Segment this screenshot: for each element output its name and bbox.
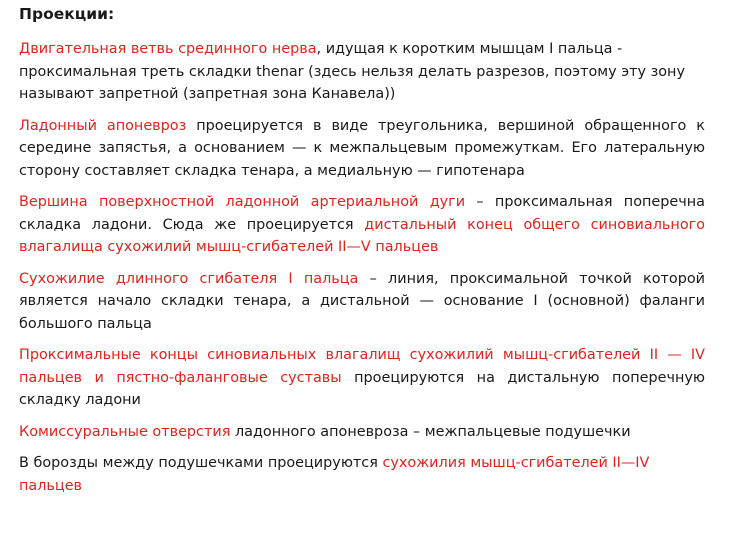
projection-paragraph	[19, 38, 705, 106]
projection-paragraph	[19, 115, 705, 183]
paragraph-list	[19, 38, 748, 497]
paragraph-text: , идущая к коротким мышцам I пальца - проксимальная треть складки thenar (здесь нельзя делать разрезов, поэтому эту зону называют запретной (запретная зона Канавела))	[19, 41, 685, 102]
highlighted-term: Двигательная ветвь срединного нерва	[19, 41, 317, 57]
projection-paragraph	[19, 421, 705, 444]
paragraph-text: – проксимальная поперечна складка ладони. Сюда же проецируется	[19, 194, 706, 233]
highlighted-term: дистальный конец общего синовиального влагалища сухожилий мышц-сгибателей II—V пальцев	[19, 216, 705, 255]
highlighted-term: сухожилия мышц-сгибателей II—IV пальцев	[19, 455, 650, 494]
highlighted-term: Комиссуральные отверстия	[19, 423, 231, 440]
highlighted-term: Вершина поверхностной ладонной артериальной дуги	[19, 194, 466, 210]
projection-paragraph	[19, 452, 705, 497]
highlighted-term: Ладонный апоневроз	[19, 117, 187, 134]
highlighted-term: Проксимальные концы синовиальных влагалищ сухожилий мышц-сгибателей II — IV пальцев и пястно-фаланговые суставы	[19, 347, 705, 386]
paragraph-text: ладонного апоневроза – межпальцевые подушечки	[230, 423, 631, 440]
projection-paragraph	[19, 344, 705, 412]
highlighted-term: Сухожилие длинного сгибателя I пальца	[19, 270, 359, 287]
paragraph-text: В борозды между подушечками проецируются	[19, 455, 383, 471]
section-heading: Проекции:	[19, 5, 115, 23]
paragraph-text: – линия, проксимальной точкой которой является начало складки тенара, а дистальной — основание I (основной) фаланги большого пальца	[19, 270, 706, 332]
paragraph-text: проецируются на дистальную поперечную складку ладони	[19, 369, 706, 408]
paragraph-text: проецируется в виде треугольника, вершиной обращенного к середине запястья, а основанием — к межпальцевым промежуткам. Его латеральную сторону составляет складка тенара, а медиальную — гипотенара	[19, 117, 705, 179]
projection-paragraph	[19, 268, 705, 336]
projection-paragraph	[19, 191, 705, 259]
